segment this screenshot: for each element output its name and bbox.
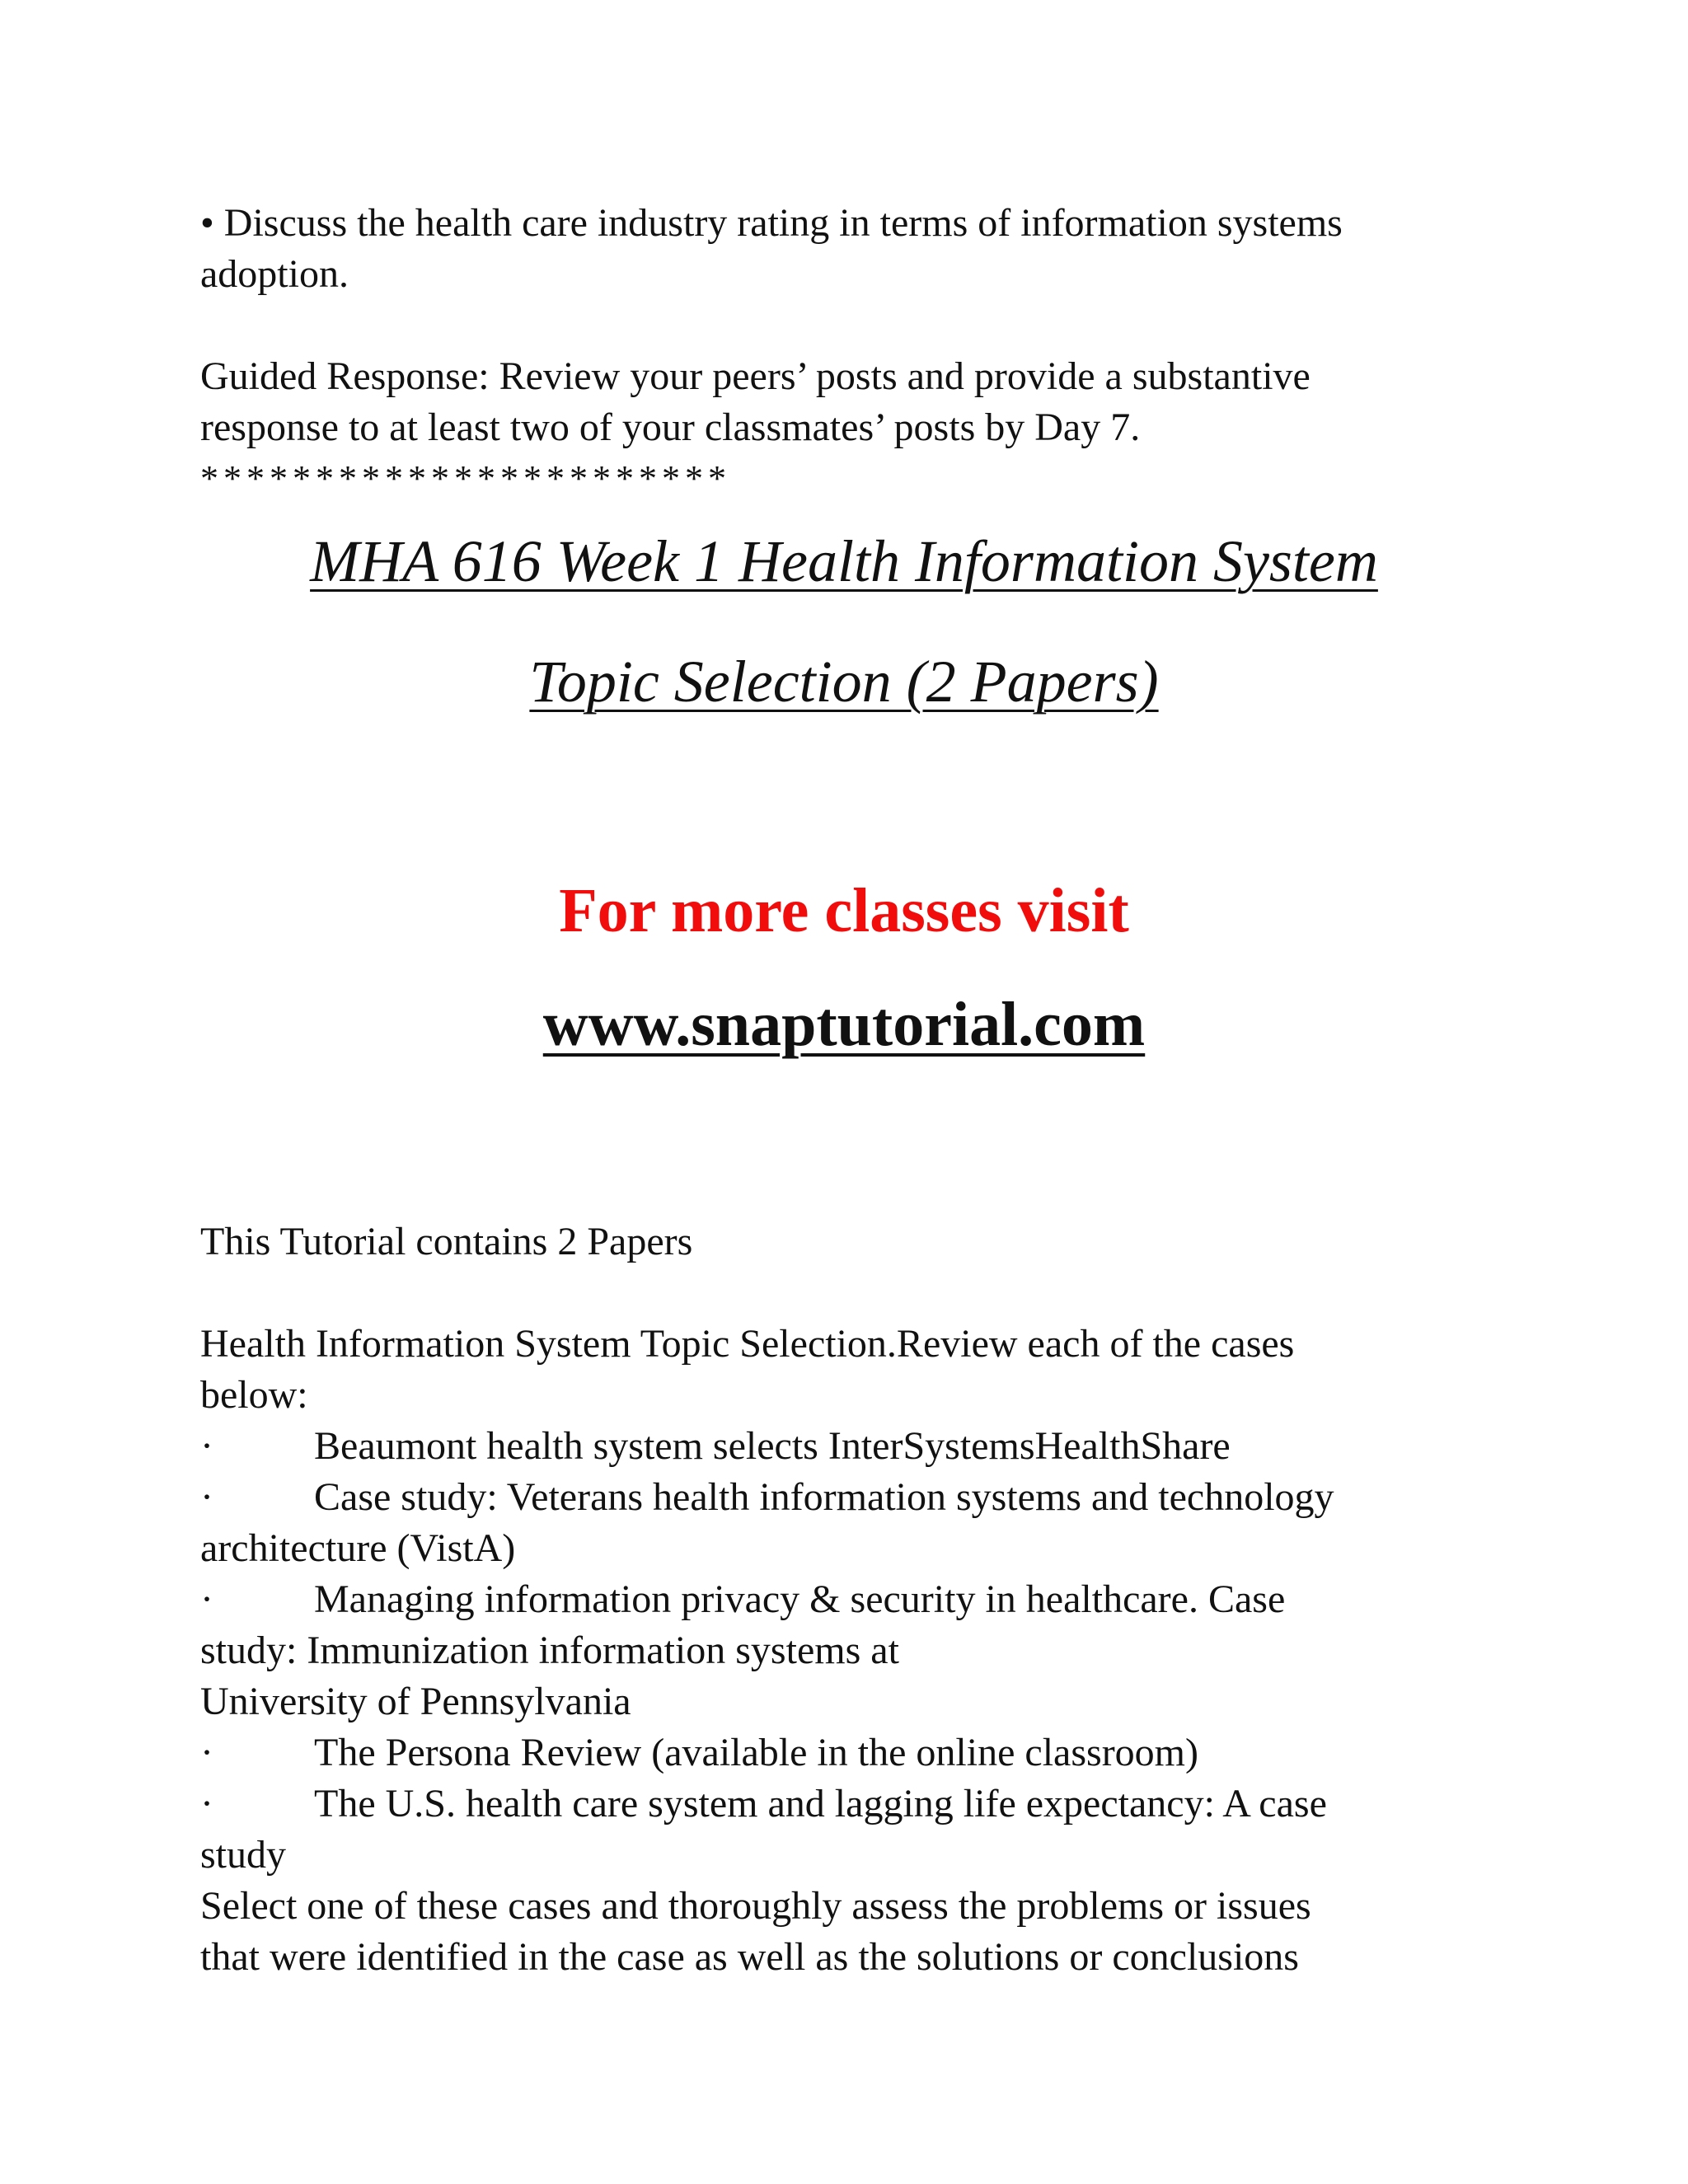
separator-stars: *********************** [200, 458, 731, 499]
guided-response-line: Guided Response: Review your peers’ posts and provide a substantive [200, 354, 1311, 398]
promo-link-wrapper [0, 989, 1688, 1061]
title-line-1: MHA 616 Week 1 Health Information System [310, 528, 1378, 594]
list-item [200, 1472, 1486, 1523]
tutorial-contains-text: This Tutorial contains 2 Papers [200, 1220, 693, 1263]
list-item [200, 1574, 1486, 1625]
list-item-text: Case study: Veterans health information systems and technology [314, 1475, 1334, 1519]
bullet-dot-icon: · [200, 1782, 213, 1825]
discussion-prompt [200, 198, 1486, 300]
selection-instruction: Select one of these cases and thoroughly assess the problems or issues [200, 1884, 1311, 1928]
list-item [200, 1727, 1486, 1779]
list-item-text: Beaumont health system selects InterSystemsHealthShare [314, 1424, 1231, 1468]
bullet-dot-icon: · [200, 1731, 213, 1774]
guided-response-continuation: response to at least two of your classmates’ posts by Day 7. [200, 405, 1141, 449]
promo-text: For more classes visit [559, 876, 1129, 945]
bullet-dot-icon: · [200, 1424, 213, 1468]
list-item-text: The Persona Review (available in the online classroom) [314, 1731, 1198, 1774]
selection-instruction-continuation: that were identified in the case as well as the solutions or conclusions [200, 1935, 1299, 1979]
list-item [200, 1421, 1486, 1472]
bullet-dot-icon: · [200, 1577, 213, 1621]
list-item-continuation: study: Immunization information systems at [200, 1629, 899, 1672]
page-title [0, 501, 1688, 742]
guided-response [200, 351, 1486, 504]
tutorial-contains [200, 1216, 1486, 1268]
discussion-bullet-continuation: adoption. [200, 252, 349, 296]
list-item [200, 1779, 1486, 1830]
list-item-text: Managing information privacy & security in healthcare. Case [314, 1577, 1286, 1621]
discussion-bullet-line: • Discuss the health care industry rating in terms of information systems [200, 201, 1343, 245]
promo-link[interactable]: www.snaptutorial.com [542, 990, 1146, 1059]
title-line-2: Topic Selection (2 Papers) [529, 649, 1159, 715]
review-instruction-continuation: below: [200, 1373, 308, 1417]
bullet-dot-icon: · [200, 1475, 213, 1519]
list-item-text: The U.S. health care system and lagging life expectancy: A case [314, 1782, 1327, 1825]
case-list-section [200, 1319, 1486, 1983]
list-item-continuation: study [200, 1833, 287, 1877]
list-item-continuation: University of Pennsylvania [200, 1680, 631, 1723]
list-item-continuation: architecture (VistA) [200, 1526, 516, 1570]
review-instruction: Health Information System Topic Selection.Review each of the cases [200, 1322, 1295, 1366]
